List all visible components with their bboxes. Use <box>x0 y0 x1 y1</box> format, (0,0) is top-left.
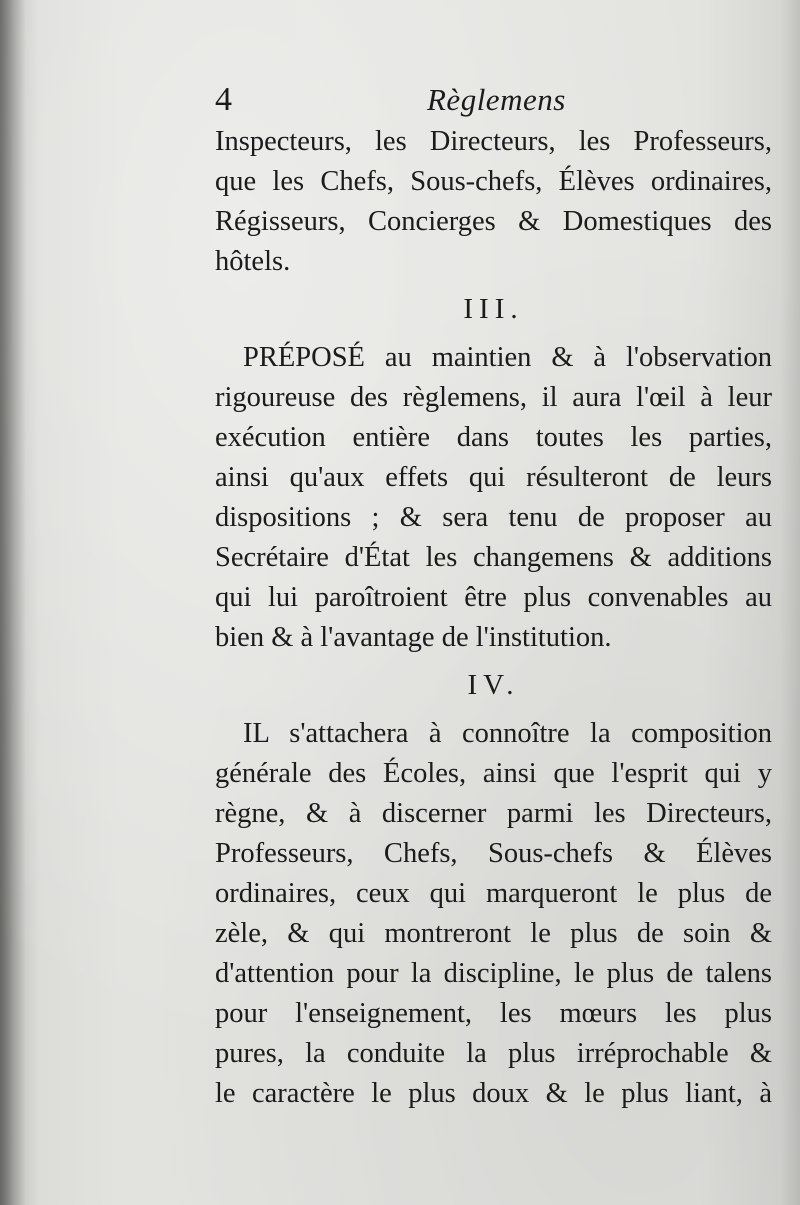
text-line: PRÉPOSÉ au maintien & à l'observation <box>243 342 772 373</box>
text-line: qui lui paroîtroient être plus convenables au <box>215 582 772 613</box>
section-heading-3: III. <box>463 293 524 325</box>
page-header <box>215 78 772 122</box>
text-line: dispositions ; & sera tenu de proposer au <box>215 502 772 533</box>
binding-shadow <box>0 0 26 1205</box>
article-3-paragraph <box>215 338 772 658</box>
text-line: exécution entière dans toutes les parties, <box>215 422 772 453</box>
text-line: d'attention pour la discipline, le plus de talens <box>215 958 772 989</box>
text-line: Régisseurs, Concierges & Domestiques des <box>215 206 772 237</box>
text-line: Professeurs, Chefs, Sous-chefs & Élèves <box>215 838 772 869</box>
text-line: règne, & à discerner parmi les Directeurs, <box>215 798 772 829</box>
text-line: IL s'attachera à connoître la composition <box>243 718 772 749</box>
text-line: que les Chefs, Sous-chefs, Élèves ordinaires, <box>215 166 772 197</box>
text-line: pour l'enseignement, les mœurs les plus <box>215 998 772 1029</box>
text-line: pures, la conduite la plus irréprochable & <box>215 1038 772 1069</box>
text-line: Secrétaire d'État les changemens & additions <box>215 542 772 573</box>
continuation-paragraph <box>215 122 772 282</box>
text-line: Inspecteurs, les Directeurs, les Professeurs, <box>215 126 772 157</box>
text-line: ainsi qu'aux effets qui résulteront de leurs <box>215 462 772 493</box>
page-text <box>215 78 772 1114</box>
page-number: 4 <box>215 81 232 118</box>
article-4-paragraph <box>215 714 772 1114</box>
text-line: hôtels. <box>215 246 291 277</box>
text-line: rigoureuse des règlemens, il aura l'œil à leur <box>215 382 772 413</box>
text-line: générale des Écoles, ainsi que l'esprit qui y <box>215 758 772 789</box>
running-title: Règlemens <box>427 82 566 117</box>
text-line: bien & à l'avantage de l'institution. <box>215 622 612 653</box>
text-line: le caractère le plus doux & le plus liant, à <box>215 1078 772 1109</box>
section-heading-4: IV. <box>467 669 520 701</box>
text-line: zèle, & qui montreront le plus de soin & <box>215 918 772 949</box>
text-line: ordinaires, ceux qui marqueront le plus de <box>215 878 772 909</box>
